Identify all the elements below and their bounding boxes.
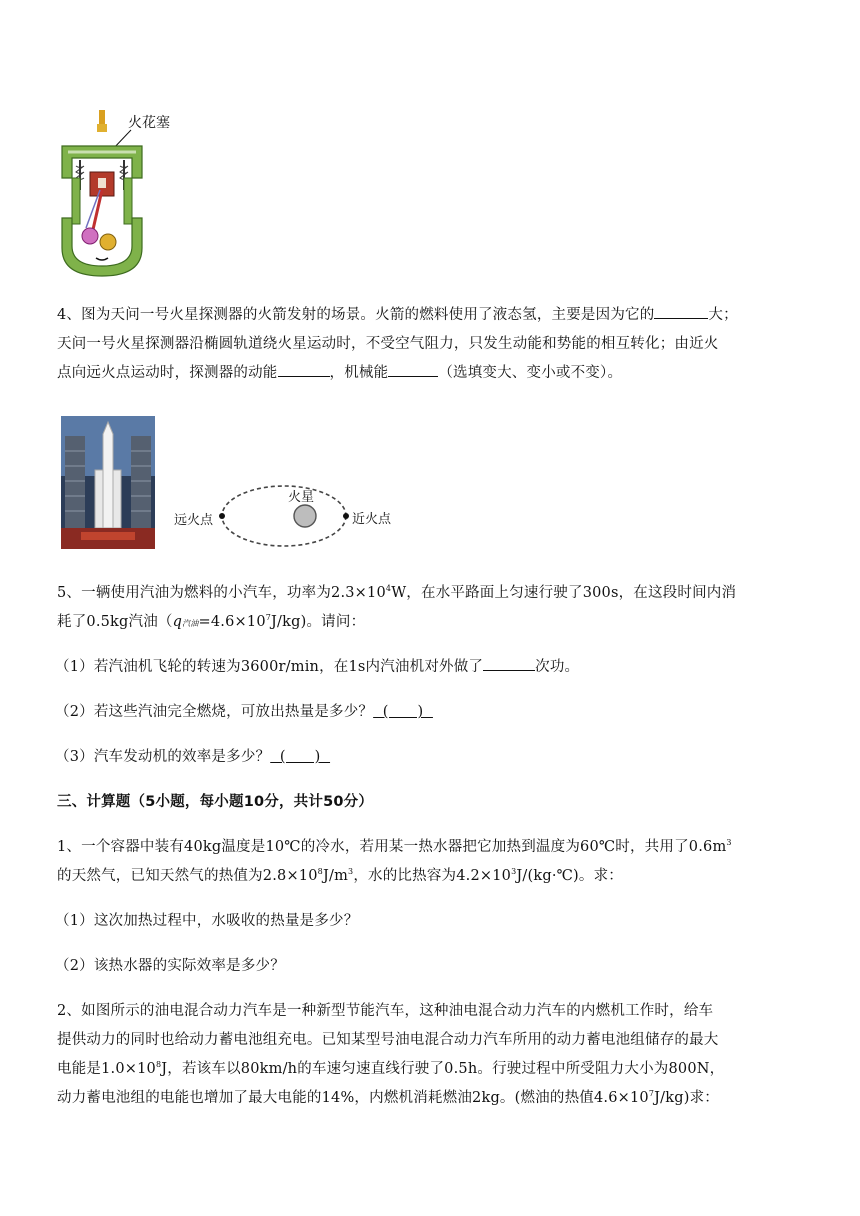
- rocket-launch-image: [61, 416, 155, 549]
- c2-line-4: 动力蓄电池组的电能也增加了最大电能的14%，内燃机消耗燃油2kg。(燃油的热值$4.6\times 10^7J/kg$)求：: [57, 1089, 719, 1106]
- c2-line-3: 电能是$1.0\times 10^8J$，若该车以80km/h的车速匀速直线行驶了0.5h。行驶过程中所受阻力大小为800N，: [57, 1060, 725, 1077]
- answer-placeholder[interactable]: ( ): [270, 749, 331, 765]
- q5-sub-1: （1）若汽油机飞轮的转速为3600r/min，在1s内汽油机对外做了 次功。: [55, 653, 803, 682]
- q5-sub-2: （2）若这些汽油完全燃烧，可放出热量是多少？ ( ): [55, 704, 433, 720]
- q4-line-1: 4、图为天问一号火星探测器的火箭发射的场景。火箭的燃料使用了液态氢，主要是因为它的 大；: [57, 301, 805, 330]
- c1-sub-2: （2）该热水器的实际效率是多少？: [55, 958, 285, 974]
- q4-line-3: 点向远火点运动时，探测器的动能 ，机械能 （选填变大、变小或不变）。: [57, 359, 805, 388]
- engine-figure: [56, 108, 196, 280]
- q5-line-2: 耗了0.5kg汽油（q汽油$=4.6\times 10^7J/kg$)。请问：: [57, 613, 366, 630]
- c1-line-1: 1、一个容器中装有40kg温度是10℃的冷水，若用某一热水器把它加热到温度为60℃时，共用了$0.6m^3$: [57, 838, 732, 855]
- c2-line-2: 提供动力的同时也给动力蓄电池组充电。已知某型号油电混合动力汽车所用的动力蓄电池组储存的最大: [57, 1032, 719, 1048]
- orbit-figure: [170, 480, 400, 552]
- c1-line-2: 的天然气，已知天然气的热值为$2.8\times 10^8J/m^3$，水的比热容为$4.2\times 10^3J/(kg\cdot℃)$。求：: [57, 867, 624, 884]
- answer-placeholder[interactable]: ( ): [373, 704, 433, 720]
- near-point-label: 近火点: [352, 512, 392, 527]
- c1-sub-1: （1）这次加热过程中，水吸收的热量是多少？: [55, 913, 359, 929]
- answer-blank[interactable]: [388, 360, 438, 377]
- q5-line-1: 5、一辆使用汽油为燃料的小汽车，功率为$2.3\times 10^4W$，在水平路面上匀速行驶了300s，在这段时间内消: [57, 584, 737, 601]
- q4-line-2: 天问一号火星探测器沿椭圆轨道绕火星运动时，不受空气阻力，只发生动能和势能的相互转化；由近火: [57, 336, 719, 352]
- question-5: [57, 579, 805, 638]
- q5-sub-3: （3）汽车发动机的效率是多少？ ( ): [55, 749, 331, 765]
- question-4: [57, 301, 805, 388]
- spark-plug-label: 火花塞: [128, 115, 170, 131]
- section-3-heading: 三、计算题（5小题，每小题10分，共计50分）: [57, 794, 374, 810]
- mars-label: 火星: [288, 490, 315, 505]
- far-point-label: 远火点: [174, 513, 214, 528]
- c2-line-1: 2、如图所示的油电混合动力汽车是一种新型节能汽车，这种油电混合动力汽车的内燃机工作时，给车: [57, 1003, 714, 1019]
- answer-blank[interactable]: [278, 360, 330, 377]
- answer-blank[interactable]: [483, 654, 535, 671]
- calc-question-2: [57, 997, 805, 1113]
- rocket-photo: [61, 416, 155, 549]
- calc-question-1: [57, 833, 805, 891]
- engine-diagram: [56, 108, 196, 280]
- answer-blank[interactable]: [654, 302, 708, 319]
